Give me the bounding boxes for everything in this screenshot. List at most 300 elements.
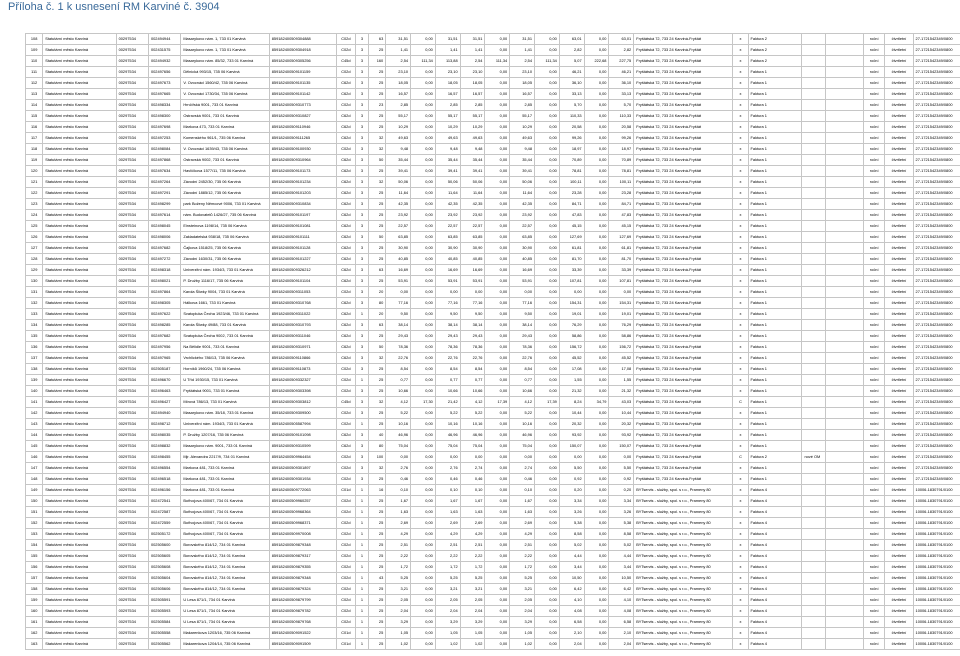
table-cell: 21,32: [609, 386, 634, 397]
table-cell: 76,29: [609, 320, 634, 331]
table-cell: x: [733, 78, 748, 89]
table-cell: 78,81: [559, 166, 584, 177]
table-cell: čtvrtletní: [885, 144, 913, 155]
table-cell: 002497965: [148, 353, 180, 364]
table-cell: 859182400509301897: [269, 463, 336, 474]
table-cell: 0,00: [584, 595, 609, 606]
table-cell: 140: [26, 386, 43, 397]
table-cell: 9,48: [435, 144, 460, 155]
table-cell: 2,10: [559, 628, 584, 639]
table-cell: 0,00: [535, 243, 560, 254]
table-cell: 859182400509305256: [269, 56, 336, 67]
table-cell: 2,04: [510, 606, 535, 617]
table-cell: [826, 628, 864, 639]
table-cell: 002497614: [148, 210, 180, 221]
table-cell: C62d: [336, 243, 355, 254]
table-cell: [826, 144, 864, 155]
table-cell: 22,76: [460, 353, 485, 364]
table-cell: 0,00: [411, 617, 436, 628]
table-cell: 3: [356, 56, 369, 67]
table-cell: 40,85: [386, 254, 411, 265]
table-cell: 33,39: [559, 265, 584, 276]
table-cell: 110,33: [559, 111, 584, 122]
table-cell: 0,00: [411, 419, 436, 430]
table-cell: 5,50: [609, 463, 634, 474]
table-cell: [802, 89, 826, 100]
table-cell: C01d: [336, 628, 355, 639]
table-cell: 0,00: [411, 100, 436, 111]
table-cell: 27-1721542349/0800: [913, 397, 960, 408]
table-cell: Faktura 1: [748, 199, 802, 210]
table-cell: 0,46: [435, 474, 460, 485]
table-cell: 0,00: [584, 518, 609, 529]
table-cell: 1: [356, 540, 369, 551]
table-cell: 113,88: [435, 56, 460, 67]
table-cell: 002505593: [148, 606, 180, 617]
table-cell: 33,13: [609, 89, 634, 100]
table-cell: 5,02: [609, 540, 634, 551]
table-cell: 002505600: [148, 540, 180, 551]
table-cell: 0,00: [535, 265, 560, 276]
table-cell: [826, 507, 864, 518]
table-cell: 0,00: [535, 111, 560, 122]
table-cell: 3: [356, 177, 369, 188]
table-cell: 3: [356, 188, 369, 199]
table-cell: Statutární město Karviná: [43, 133, 116, 144]
table-cell: roční: [863, 397, 885, 408]
table-cell: [826, 287, 864, 298]
table-cell: 0,00: [485, 551, 510, 562]
table-row: [26, 309, 960, 320]
table-cell: BYTservis - služby, spol. s r.o., Prameny 80: [634, 562, 733, 573]
table-cell: 8,24: [559, 397, 584, 408]
table-cell: 10,44: [559, 408, 584, 419]
table-cell: 002497291: [148, 188, 180, 199]
table-cell: Statutární město Karviná: [43, 276, 116, 287]
table-cell: 00297534: [116, 309, 148, 320]
table-cell: 27-1721542349/0800: [913, 45, 960, 56]
table-cell: [802, 243, 826, 254]
table-cell: 2,51: [510, 540, 535, 551]
table-row: [26, 606, 960, 617]
table-cell: 30,90: [510, 243, 535, 254]
table-cell: 002497253: [148, 133, 180, 144]
table-cell: 0,00: [584, 584, 609, 595]
table-cell: Fryštátská 72, 733 24 Karviná-Fryštát: [634, 122, 733, 133]
table-cell: nové OM: [802, 452, 826, 463]
table-cell: 00297534: [116, 210, 148, 221]
table-cell: C62d: [336, 221, 355, 232]
table-cell: 1,05: [386, 628, 411, 639]
table-cell: 0,00: [584, 573, 609, 584]
table-cell: 0,10: [510, 485, 535, 496]
table-cell: 3: [356, 386, 369, 397]
table-cell: 1,67: [460, 496, 485, 507]
table-cell: 27-1721542349/0800: [913, 441, 960, 452]
table-cell: 117: [26, 133, 43, 144]
table-cell: 0,00: [485, 408, 510, 419]
table-cell: P. Družby 1207/16, 735 06 Karviná: [181, 430, 269, 441]
table-cell: 1,72: [386, 562, 411, 573]
table-cell: 3: [356, 199, 369, 210]
table-cell: 25: [368, 408, 385, 419]
table-cell: [802, 573, 826, 584]
table-cell: 8,54: [386, 364, 411, 375]
table-cell: 0,00: [411, 298, 436, 309]
table-cell: C02d: [336, 617, 355, 628]
table-cell: [802, 265, 826, 276]
table-cell: 32: [368, 353, 385, 364]
table-cell: 50,06: [510, 177, 535, 188]
table-cell: 0,00: [584, 243, 609, 254]
table-cell: čtvrtletní: [885, 529, 913, 540]
table-cell: roční: [863, 540, 885, 551]
table-cell: 32: [368, 463, 385, 474]
table-row: [26, 298, 960, 309]
table-cell: 135: [26, 331, 43, 342]
table-cell: 0,00: [435, 287, 460, 298]
table-cell: [802, 463, 826, 474]
table-cell: BYTservis - služby, spol. s r.o., Prameny 80: [634, 617, 733, 628]
table-cell: 00297534: [116, 485, 148, 496]
table-cell: 0,00: [535, 364, 560, 375]
table-cell: 17,39: [485, 397, 510, 408]
table-cell: 27-1721542349/0800: [913, 144, 960, 155]
table-cell: 25: [368, 606, 385, 617]
table-cell: 25: [368, 254, 385, 265]
table-cell: Statutární město Karviná: [43, 441, 116, 452]
table-row: [26, 397, 960, 408]
table-cell: 859182400509101197: [269, 210, 336, 221]
table-cell: [802, 188, 826, 199]
table-cell: 6,58: [559, 617, 584, 628]
table-cell: Faktura 1: [748, 100, 802, 111]
table-cell: 002497682: [148, 243, 180, 254]
table-cell: roční: [863, 287, 885, 298]
table-cell: 00297534: [116, 518, 148, 529]
table-cell: 138: [26, 364, 43, 375]
table-cell: 1,63: [510, 507, 535, 518]
table-cell: 0,00: [584, 562, 609, 573]
table-cell: 9,50: [510, 309, 535, 320]
table-cell: Fryštátská 72, 733 24 Karviná-Fryštát: [634, 254, 733, 265]
table-cell: 25: [368, 595, 385, 606]
table-cell: 107,81: [609, 276, 634, 287]
table-cell: C01d: [336, 639, 355, 650]
table-cell: 20,32: [609, 419, 634, 430]
table-cell: 0,00: [411, 221, 436, 232]
table-cell: [802, 331, 826, 342]
table-cell: 93,92: [559, 430, 584, 441]
table-cell: 124: [26, 210, 43, 221]
table-cell: roční: [863, 628, 885, 639]
table-cell: 0,00: [535, 441, 560, 452]
table-cell: 50,06: [386, 177, 411, 188]
table-cell: 0,46: [510, 474, 535, 485]
table-cell: 32: [368, 397, 385, 408]
table-cell: 3: [356, 144, 369, 155]
table-cell: 00297534: [116, 45, 148, 56]
table-cell: BYTservis - služby, spol. s r.o., Prameny 80: [634, 551, 733, 562]
table-cell: park Boženy Němcové 9006, 733 01 Karviná: [181, 199, 269, 210]
table-cell: 5,38: [559, 518, 584, 529]
table-cell: 0,00: [535, 639, 560, 650]
table-cell: 3: [356, 210, 369, 221]
table-cell: 0,00: [411, 463, 436, 474]
table-cell: roční: [863, 606, 885, 617]
table-cell: 20,58: [609, 122, 634, 133]
table-cell: x: [733, 331, 748, 342]
table-cell: 53,91: [386, 276, 411, 287]
table-cell: 33,13: [559, 89, 584, 100]
table-cell: 19,01: [559, 309, 584, 320]
table-cell: 0,00: [584, 309, 609, 320]
table-cell: Faktura 4: [748, 595, 802, 606]
table-cell: 10,44: [609, 408, 634, 419]
table-cell: 0,00: [535, 573, 560, 584]
table-cell: 10,29: [386, 122, 411, 133]
table-cell: C62d: [336, 111, 355, 122]
table-cell: C62d: [336, 210, 355, 221]
table-row: [26, 353, 960, 364]
table-cell: 2,85: [460, 100, 485, 111]
table-cell: 75,04: [435, 441, 460, 452]
table-cell: 42,35: [510, 199, 535, 210]
table-cell: Fryštátská 72, 733 24 Karviná-Fryštát: [634, 397, 733, 408]
table-cell: x: [733, 243, 748, 254]
table-cell: Statutární město Karviná: [43, 507, 116, 518]
table-cell: 16,69: [460, 265, 485, 276]
table-cell: 1,02: [460, 639, 485, 650]
table-cell: 859182400509310599: [269, 441, 336, 452]
table-cell: Faktura 1: [748, 276, 802, 287]
table-cell: 00297534: [116, 617, 148, 628]
table-cell: 4,08: [609, 606, 634, 617]
table-cell: 53,91: [510, 276, 535, 287]
table-cell: 1: [356, 507, 369, 518]
table-cell: 0,00: [584, 342, 609, 353]
table-cell: 0,00: [485, 617, 510, 628]
table-cell: 3,29: [460, 617, 485, 628]
table-cell: 00297534: [116, 133, 148, 144]
table-cell: Statutární město Karviná: [43, 45, 116, 56]
table-cell: 859182400509326212: [269, 265, 336, 276]
table-cell: 1,72: [460, 562, 485, 573]
table-cell: Statutární město Karviná: [43, 78, 116, 89]
table-cell: 2,85: [386, 100, 411, 111]
table-cell: [826, 364, 864, 375]
table-cell: Fryštátská 72, 733 24 Karviná-Fryštát: [634, 320, 733, 331]
table-cell: 0,00: [535, 562, 560, 573]
table-cell: 0,00: [386, 287, 411, 298]
table-cell: 859182400509101128: [269, 243, 336, 254]
table-cell: 0,00: [411, 309, 436, 320]
table-cell: 1: [356, 485, 369, 496]
table-cell: Fryštátská 72, 733 24 Karviná-Fryštát: [634, 232, 733, 243]
table-cell: 0,00: [535, 419, 560, 430]
table-cell: 27-1721542349/0800: [913, 67, 960, 78]
table-cell: 33,39: [609, 265, 634, 276]
table-cell: roční: [863, 573, 885, 584]
table-cell: Fryštátská 72, 733 24 Karviná-Fryštát: [634, 419, 733, 430]
table-cell: 31,51: [510, 34, 535, 45]
table-cell: Statutární město Karviná: [43, 408, 116, 419]
table-cell: [826, 166, 864, 177]
table-cell: 0,00: [584, 529, 609, 540]
table-cell: 00297534: [116, 265, 148, 276]
table-cell: [802, 45, 826, 56]
table-cell: [826, 386, 864, 397]
table-cell: 0,00: [584, 177, 609, 188]
table-cell: Statutární město Karviná: [43, 221, 116, 232]
table-cell: 00297534: [116, 551, 148, 562]
table-cell: 00297534: [116, 122, 148, 133]
table-cell: [802, 155, 826, 166]
table-cell: Statutární město Karviná: [43, 320, 116, 331]
table-cell: nám. Budovatelů 1426/27, 735 06 Karviná: [181, 210, 269, 221]
table-cell: 84,71: [609, 199, 634, 210]
table-cell: 859182400509960257: [269, 496, 336, 507]
table-cell: 3: [356, 276, 369, 287]
table-cell: Statutární město Karviná: [43, 474, 116, 485]
table-cell: Na Bělidle 9001, 733 01 Karviná: [181, 342, 269, 353]
table-cell: 0,00: [535, 210, 560, 221]
table-cell: 100,11: [609, 177, 634, 188]
table-cell: C: [733, 397, 748, 408]
table-cell: 002494932: [148, 56, 180, 67]
table-cell: [826, 342, 864, 353]
table-cell: x: [733, 463, 748, 474]
table-cell: 0,00: [535, 452, 560, 463]
table-cell: 25: [368, 166, 385, 177]
table-cell: 9,50: [386, 309, 411, 320]
table-cell: 25: [368, 386, 385, 397]
table-cell: [802, 177, 826, 188]
table-cell: 0,00: [584, 89, 609, 100]
table-cell: 002497634: [148, 166, 180, 177]
table-cell: C62d: [336, 199, 355, 210]
table-cell: 151: [26, 507, 43, 518]
table-cell: Faktura 2: [748, 45, 802, 56]
table-cell: 0,00: [485, 287, 510, 298]
table-cell: x: [733, 584, 748, 595]
table-cell: 25: [368, 562, 385, 573]
table-cell: [802, 320, 826, 331]
table-cell: 0,00: [411, 408, 436, 419]
table-cell: 22,57: [435, 221, 460, 232]
table-cell: [802, 584, 826, 595]
table-cell: 10006-1830791/0100: [913, 485, 960, 496]
table-cell: Fryštátská 72, 733 24 Karviná-Fryštát: [634, 210, 733, 221]
table-cell: 132: [26, 298, 43, 309]
table-cell: [826, 155, 864, 166]
table-row: [26, 89, 960, 100]
table-cell: roční: [863, 232, 885, 243]
table-cell: 49,63: [460, 133, 485, 144]
table-cell: Fryštátská 72, 733 24 Karviná-Fryštát: [634, 243, 733, 254]
table-cell: 10,16: [460, 419, 485, 430]
table-cell: 0,00: [411, 584, 436, 595]
table-cell: Faktura 1: [748, 243, 802, 254]
table-cell: 148: [26, 474, 43, 485]
table-cell: 80: [368, 298, 385, 309]
table-cell: 0,00: [411, 78, 436, 89]
table-cell: 22,76: [435, 353, 460, 364]
table-cell: 1,41: [510, 45, 535, 56]
table-cell: 27-1721542349/0800: [913, 155, 960, 166]
table-cell: C62d: [336, 342, 355, 353]
table-cell: Statutární město Karviná: [43, 518, 116, 529]
table-cell: Fryštátská 72, 733 24 Karviná-Fryštát: [634, 67, 733, 78]
table-cell: 4,12: [386, 397, 411, 408]
table-cell: [802, 430, 826, 441]
table-cell: Faktura 4: [748, 485, 802, 496]
table-cell: 2,85: [510, 100, 535, 111]
table-cell: roční: [863, 518, 885, 529]
table-cell: [802, 529, 826, 540]
table-cell: 2,22: [435, 551, 460, 562]
table-cell: [802, 309, 826, 320]
table-cell: Faktura 2: [748, 34, 802, 45]
table-cell: 25: [368, 419, 385, 430]
table-cell: čtvrtletní: [885, 485, 913, 496]
table-cell: 0,00: [584, 507, 609, 518]
table-cell: Faktura 1: [748, 89, 802, 100]
table-cell: 34,79: [584, 397, 609, 408]
table-cell: 0,00: [535, 309, 560, 320]
table-cell: 0,00: [485, 45, 510, 56]
table-cell: [802, 144, 826, 155]
table-cell: 156,72: [559, 342, 584, 353]
table-cell: x: [733, 199, 748, 210]
table-cell: [802, 298, 826, 309]
table-cell: 002505605: [148, 551, 180, 562]
table-cell: 2,51: [386, 540, 411, 551]
table-cell: Faktura 4: [748, 639, 802, 650]
table-cell: čtvrtletní: [885, 386, 913, 397]
table-cell: 10006-1830791/0100: [913, 628, 960, 639]
table-cell: 002505591: [148, 595, 180, 606]
table-cell: 0,00: [411, 188, 436, 199]
table-row: [26, 67, 960, 78]
table-cell: Statutární město Karviná: [43, 386, 116, 397]
table-cell: 0,00: [535, 45, 560, 56]
table-cell: Faktura 1: [748, 111, 802, 122]
table-cell: 10006-1830791/0100: [913, 606, 960, 617]
table-cell: čtvrtletní: [885, 309, 913, 320]
table-cell: 1,67: [510, 496, 535, 507]
table-cell: 1: [356, 496, 369, 507]
table-cell: 25: [368, 243, 385, 254]
table-cell: 158: [26, 584, 43, 595]
table-cell: 143: [26, 419, 43, 430]
table-cell: [826, 485, 864, 496]
table-cell: x: [733, 89, 748, 100]
table-cell: 2,74: [460, 463, 485, 474]
table-cell: 0,00: [535, 584, 560, 595]
table-cell: C02d: [336, 584, 355, 595]
table-cell: 002497656: [148, 67, 180, 78]
table-cell: 100,11: [559, 177, 584, 188]
table-cell: roční: [863, 639, 885, 650]
table-cell: čtvrtletní: [885, 441, 913, 452]
table-cell: Faktura 1: [748, 386, 802, 397]
table-cell: Vrchlického 786/13, 735 06 Karviná: [181, 353, 269, 364]
table-cell: 27-1721542349/0800: [913, 111, 960, 122]
table-cell: 17,39: [535, 397, 560, 408]
table-cell: čtvrtletní: [885, 199, 913, 210]
table-cell: [826, 562, 864, 573]
